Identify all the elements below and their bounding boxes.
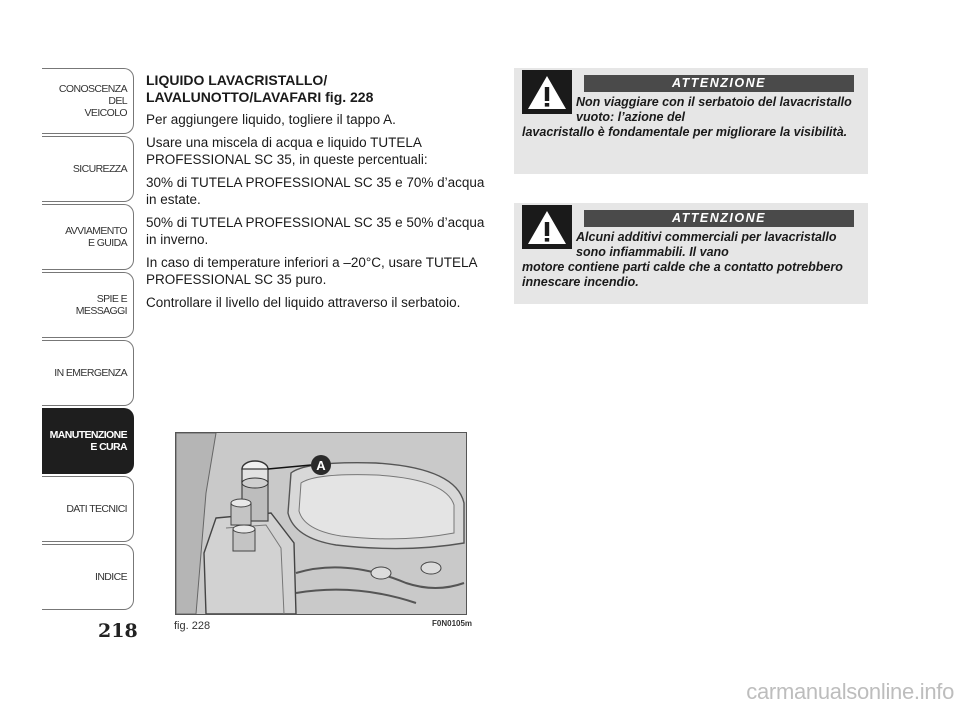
engine-bay-figure	[175, 432, 467, 615]
paragraph: 30% di TUTELA PROFESSIONAL SC 35 e 70% d’acqua in estate.	[146, 175, 485, 207]
warning-text	[522, 95, 860, 140]
engine-bay-illustration	[176, 433, 466, 614]
page-number: 218	[98, 620, 138, 642]
paragraph: Per aggiungere liquido, togliere il tappo A.	[146, 112, 396, 127]
warning-box-2	[514, 203, 868, 304]
warning-label: ATTENZIONE	[584, 75, 854, 92]
tab-manutenzione-e-cura[interactable]: MANUTENZIONE E CURA	[42, 408, 134, 474]
warning-box-1	[514, 68, 868, 174]
main-content	[146, 72, 496, 317]
warning-text	[522, 230, 860, 290]
tab-conoscenza-del-veicolo[interactable]: CONOSCENZA DEL VEICOLO	[42, 68, 134, 134]
paragraph: 50% di TUTELA PROFESSIONAL SC 35 e 50% d’acqua in inverno.	[146, 215, 485, 247]
chapter-sidebar	[42, 68, 134, 612]
paragraph: In caso di temperature inferiori a –20°C, usare TUTELA PROFESSIONAL SC 35 puro.	[146, 255, 477, 287]
callout-a: A	[316, 458, 326, 473]
warning-text-rest: motore contiene parti calde che a contatto potrebbero innescare incendio.	[522, 260, 843, 289]
warning-label: ATTENZIONE	[584, 210, 854, 227]
watermark: carmanualsonline.info	[746, 679, 954, 704]
tab-sicurezza[interactable]: SICUREZZA	[42, 136, 134, 202]
warning-text-indented: Non viaggiare con il serbatoio del lavacristallo vuoto: l’azione del	[576, 95, 852, 124]
tab-avviamento-e-guida[interactable]: AVVIAMENTO E GUIDA	[42, 204, 134, 270]
warning-text-indented: Alcuni additivi commerciali per lavacristallo sono infiammabili. Il vano	[576, 230, 837, 259]
tab-indice[interactable]: INDICE	[42, 544, 134, 610]
paragraph: Usare una miscela di acqua e liquido TUTELA PROFESSIONAL SC 35, in queste percentuali:	[146, 135, 428, 167]
tab-in-emergenza[interactable]: IN EMERGENZA	[42, 340, 134, 406]
figure-code: F0N0105m	[432, 619, 473, 628]
paragraph: Controllare il livello del liquido attraverso il serbatoio.	[146, 295, 461, 310]
tab-spie-e-messaggi[interactable]: SPIE E MESSAGGI	[42, 272, 134, 338]
figure-caption: fig. 228	[174, 620, 211, 632]
warning-text-rest: lavacristallo è fondamentale per migliorare la visibilità.	[522, 125, 848, 139]
tab-dati-tecnici[interactable]: DATI TECNICI	[42, 476, 134, 542]
section-heading: LIQUIDO LAVACRISTALLO/ LAVALUNOTTO/LAVAFARI fig. 228	[146, 72, 374, 105]
